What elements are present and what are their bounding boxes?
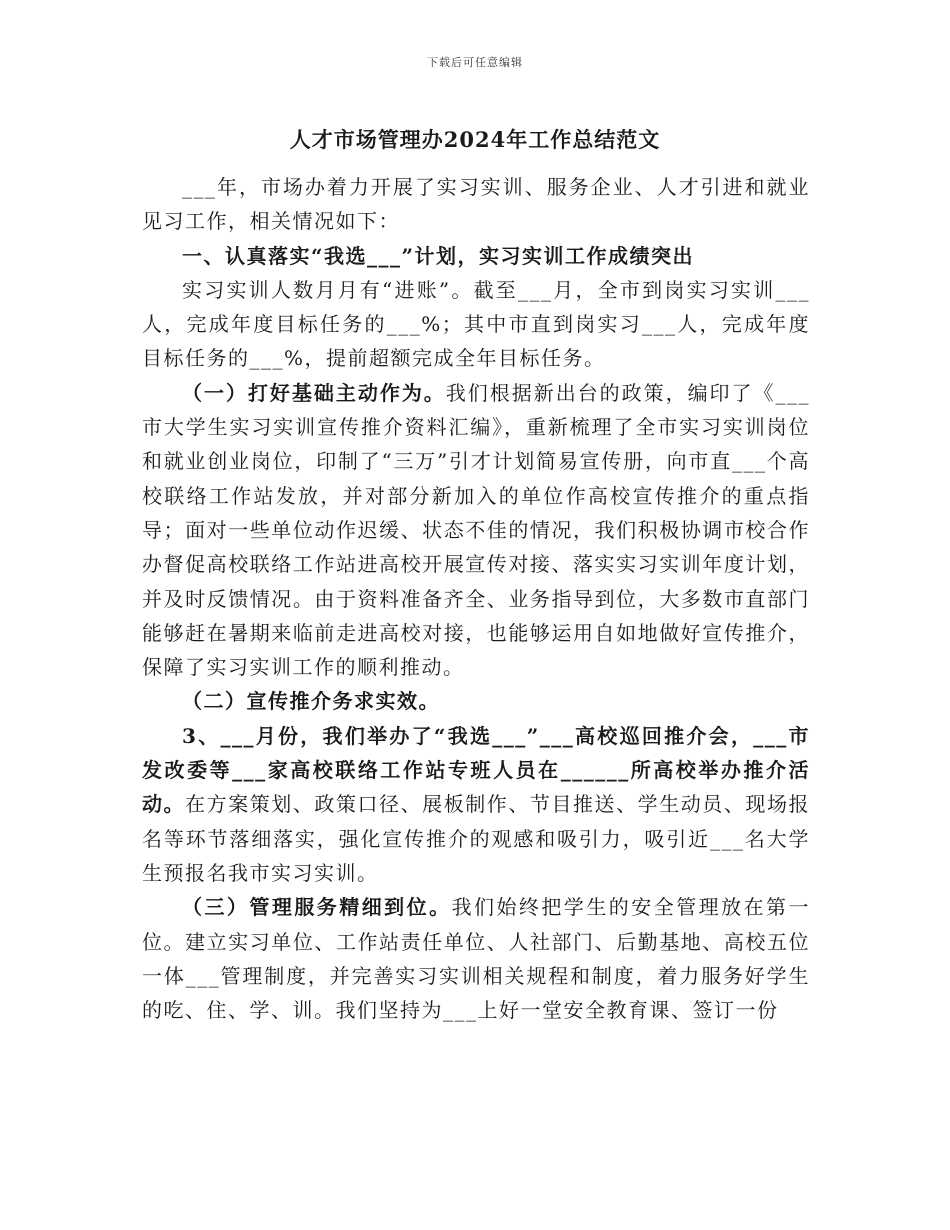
document-body [142, 170, 810, 1027]
section-heading-1: 一、认真落实“我选___”计划，实习实训工作成绩突出 [182, 243, 695, 268]
paragraph-promotion-text: 在方案策划、政策口径、展板制作、节目推送、学生动员、现场报名等环节落细落实，强化宣传推介的观感和吸引力，吸引近___名大学生预报名我市实习实训。 [142, 792, 811, 885]
paragraph-promotion [142, 719, 810, 890]
paragraph-management-text: 我们始终把学生的安全管理放在第一位。建立实习单位、工作站责任单位、人社部门、后勤基地、高校五位一体___管理制度，并完善实习实训相关规程和制度，着力服务好学生的吃、住、学、训。我们坚持为___上好一堂安全教育课、签订一份 [142, 895, 811, 1023]
paragraph-promotion-bold: 3、___月份，我们举办了“我选___”___高校巡回推介会，___市发改委等___家高校联络工作站专班人员在______所高校举办推介活动。 [142, 723, 810, 817]
paragraph-foundation-text: 我们根据新出台的政策，编印了《___市大学生实习实训宣传推介资料汇编》，重新梳理了全市实习实训岗位和就业创业岗位，印制了“三万”引才计划简易宣传册，向市直___个高校联络工作站发放，并对部分新加入的单位作高校宣传推介的重点指导；面对一些单位动作迟缓、状态不佳的情况，我们积极协调市校合作办督促高校联络工作站进高校开展宣传对接、落实实习实训年度计划，并及时反馈情况。由于资料准备齐全、业务指导到位，大多数市直部门能够赶在暑期来临前走进高校对接，也能够运用自如地做好宣传推介，保障了实习实训工作的顺利推动。 [142, 380, 811, 680]
section-heading-2: （二）宣传推介务求实效。 [182, 689, 440, 714]
paragraph-management [142, 890, 810, 1027]
header-note: 下载后可任意编辑 [427, 56, 523, 69]
subheading-foundation: （一）打好基础主动作为。 [182, 380, 446, 405]
paragraph-foundation [142, 376, 810, 685]
paragraph-intro: ___年，市场办着力开展了实习实训、服务企业、人才引进和就业见习工作，相关情况如下： [142, 175, 810, 234]
subheading-management: （三）管理服务精细到位。 [182, 895, 452, 920]
paragraph-stats: 实习实训人数月月有“进账”。截至___月，全市到岗实习实训___人，完成年度目标任务的___%；其中市直到岗实习___人，完成年度目标任务的___%，提前超额完成全年目标任务。 [142, 277, 810, 371]
document-title: 人才市场管理办2024年工作总结范文 [289, 127, 661, 152]
